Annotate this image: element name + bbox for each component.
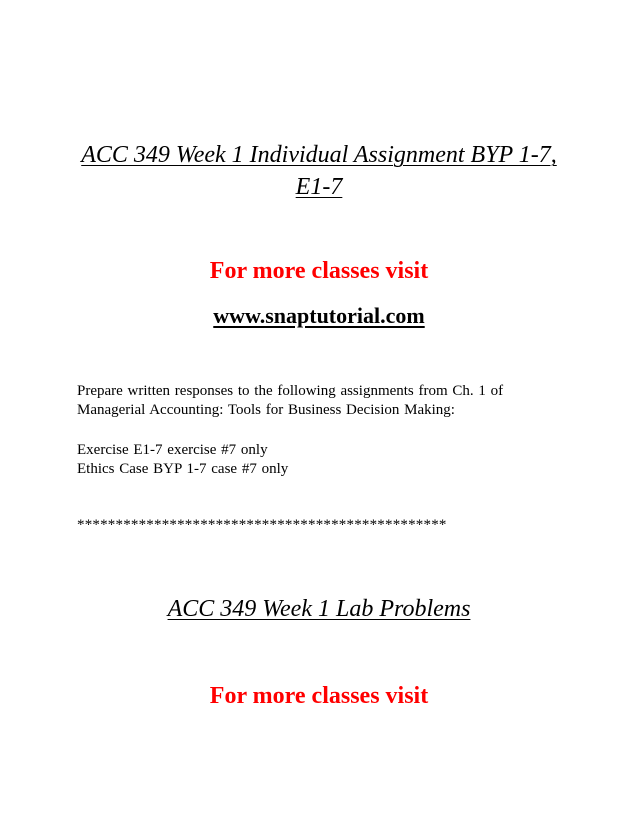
section1-promo-text: For more classes visit <box>209 258 429 284</box>
section2-promo-text: For more classes visit <box>209 683 429 709</box>
intro-line2: Managerial Accounting: Tools for Business Decision Making: <box>77 402 455 418</box>
intro-line1: Prepare written responses to the following assignments from Ch. 1 of <box>77 383 504 399</box>
separator-stars: ************************************************ <box>77 517 447 533</box>
assignment-item-ethics-case: Ethics Case BYP 1-7 case #7 only <box>77 461 289 477</box>
section1-title-line2: E1-7 <box>295 174 343 200</box>
section1-title-line1: ACC 349 Week 1 Individual Assignment BYP 1-7, <box>81 142 557 168</box>
website-link[interactable]: www.snaptutorial.com <box>213 303 425 328</box>
section2-title: ACC 349 Week 1 Lab Problems <box>167 596 471 622</box>
assignment-item-exercise: Exercise E1-7 exercise #7 only <box>77 442 268 458</box>
